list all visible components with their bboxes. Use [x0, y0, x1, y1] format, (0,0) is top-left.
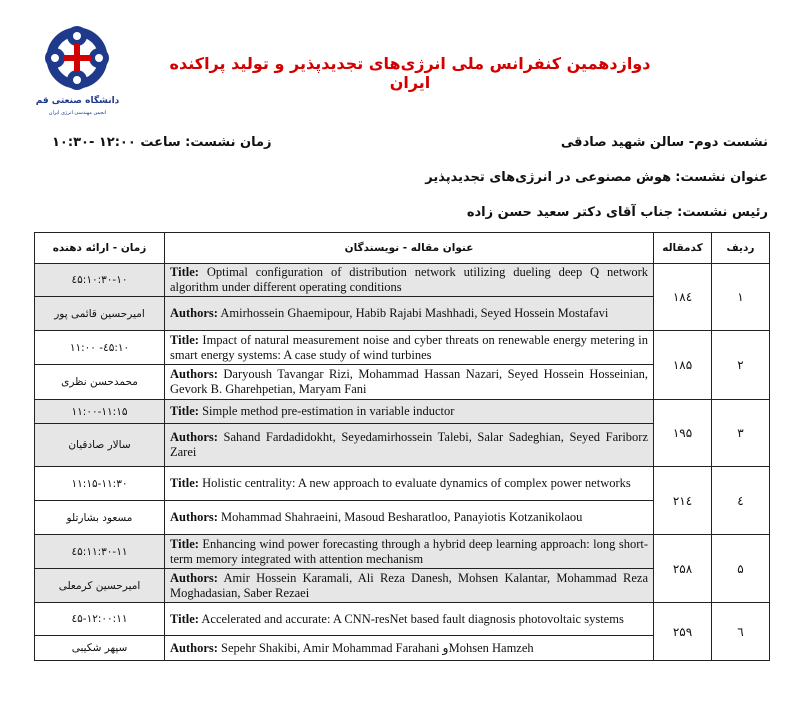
authors-label: Authors: [170, 570, 218, 585]
time-slot: ۱۰:۳۰-۱۰:٤۵ [35, 264, 165, 297]
paper-authors: Sepehr Shakibi, Amir Mohammad Farahani وMohsen Hamzeh [221, 640, 534, 655]
paper-authors: Amirhossein Ghaemipour, Habib Rajabi Mashhadi, Seyed Hossein Mostafavi [220, 306, 609, 320]
paper-authors: Amir Hossein Karamali, Ali Reza Danesh, Mohsen Kalantar, Mohammad Reza Moghadasian, Saber Rezaei [170, 570, 648, 600]
title-label: Title: [170, 536, 199, 551]
paper-code: ۱۹۵ [654, 400, 712, 467]
logo-caption: دانشگاه صنعتی قم [35, 96, 120, 106]
time-slot: ۱۱:٤۵-۱۲:۰۰ [35, 603, 165, 636]
paper-title-cell [165, 264, 654, 297]
session-chair: رئیس نشست: جناب آقای دکتر سعید حسن زاده [466, 205, 768, 220]
paper-authors-cell [165, 424, 654, 467]
header-time-presenter: زمان - ارائه دهنده [35, 233, 165, 264]
table-row [35, 264, 770, 297]
authors-label: Authors: [170, 367, 218, 381]
time-slot: ۱۰:٤۵- ۱۱:۰۰ [35, 331, 165, 365]
presenter-name: سالار صادقیان [35, 424, 165, 467]
paper-authors-cell [165, 501, 654, 535]
header-paper: عنوان مقاله - نویسندگان [165, 233, 654, 264]
paper-title-cell [165, 467, 654, 501]
title-label: Title: [170, 404, 199, 418]
paper-code: ۲۱٤ [654, 467, 712, 535]
logo-subcaption: انجمن مهندسی انرژی ایران [48, 110, 107, 116]
logo-emblem-icon [30, 18, 125, 98]
paper-title-cell [165, 400, 654, 424]
session-name: نشست دوم- سالن شهید صادقی [560, 135, 768, 150]
paper-authors: Mohammad Shahraeini, Masoud Besharatloo, Panayiotis Kotzanikolaou [221, 510, 583, 524]
session-time: زمان نشست: ساعت ۱۲:۰۰ -۱۰:۳۰ [52, 135, 272, 150]
paper-title: Holistic centrality: A new approach to evaluate dynamics of complex power networks [202, 476, 631, 490]
time-slot: ۱۱:۱۵-۱۱:۳۰ [35, 467, 165, 501]
authors-label: Authors: [170, 306, 218, 320]
time-slot: ۱۱:۰۰-۱۱:۱۵ [35, 400, 165, 424]
table-header-row [35, 233, 770, 264]
paper-code: ۲۵۹ [654, 603, 712, 661]
header-row-number: ردیف [712, 233, 770, 264]
row-number: ۲ [712, 331, 770, 400]
title-label: Title: [170, 265, 199, 279]
authors-label: Authors: [170, 640, 218, 655]
session-topic: عنوان نشست: هوش مصنوعی در انرژی‌های تجدیدپذیر [425, 170, 768, 185]
table-row [35, 467, 770, 501]
paper-code: ۲۵۸ [654, 535, 712, 603]
presenter-name: مسعود بشارتلو [35, 501, 165, 535]
paper-title: Simple method pre-estimation in variable inductor [202, 404, 455, 418]
paper-authors: Sahand Fardadidokht, Seyedamirhossein Talebi, Salar Sadeghian, Seyed Fariborz Zarei [170, 430, 649, 459]
paper-title-cell [165, 535, 654, 569]
authors-label: Authors: [170, 510, 218, 524]
title-label: Title: [170, 332, 199, 347]
time-slot: ۱۱:۳۰-۱۱:٤۵ [35, 535, 165, 569]
row-number: ۳ [712, 400, 770, 467]
header-paper-code: کدمقاله [654, 233, 712, 264]
presenter-name: امیرحسین کرمعلی [35, 569, 165, 603]
paper-title-cell [165, 331, 654, 365]
table-row [35, 603, 770, 636]
row-number: ۵ [712, 535, 770, 603]
paper-title: Impact of natural measurement noise and cyber threats on renewable energy metering in smart energy systems: A case study of wind turbines [170, 332, 648, 362]
presenter-name: محمدحسن نظری [35, 365, 165, 400]
title-label: Title: [170, 476, 199, 490]
paper-title: Enhancing wind power forecasting through a hybrid deep learning approach: long short-term memory integrated with attention mechanism [170, 536, 648, 566]
paper-title: Accelerated and accurate: A CNN-resNet based fault diagnosis photovoltaic systems [201, 611, 624, 626]
conference-title: دوازدهمین کنفرانس ملی انرژی‌های تجدیدپذیر و تولید پراکنده ایران [169, 54, 651, 92]
row-number: ٦ [712, 603, 770, 661]
title-label: Title: [170, 611, 199, 626]
paper-authors-cell [165, 365, 654, 400]
authors-label: Authors: [170, 430, 218, 444]
presenter-name: سپهر شکیبی [35, 636, 165, 661]
schedule-table [34, 232, 770, 661]
paper-code: ۱۸۵ [654, 331, 712, 400]
paper-authors: Daryoush Tavangar Rizi, Mohammad Hassan Nazari, Seyed Hossein Hosseinian, Gevork B. Gharehpetian, Maryam Fani [170, 367, 649, 396]
row-number: ٤ [712, 467, 770, 535]
paper-title: Optimal configuration of distribution network utilizing dueling deep Q network algorithm under different operating conditions [170, 265, 649, 294]
row-number: ۱ [712, 264, 770, 331]
paper-title-cell [165, 603, 654, 636]
paper-authors-cell [165, 297, 654, 331]
table-row [35, 400, 770, 424]
university-logo [30, 18, 125, 118]
paper-authors-cell [165, 569, 654, 603]
presenter-name: امیرحسین قائمی پور [35, 297, 165, 331]
paper-authors-cell [165, 636, 654, 661]
paper-code: ۱۸٤ [654, 264, 712, 331]
table-row [35, 331, 770, 365]
table-row [35, 535, 770, 569]
